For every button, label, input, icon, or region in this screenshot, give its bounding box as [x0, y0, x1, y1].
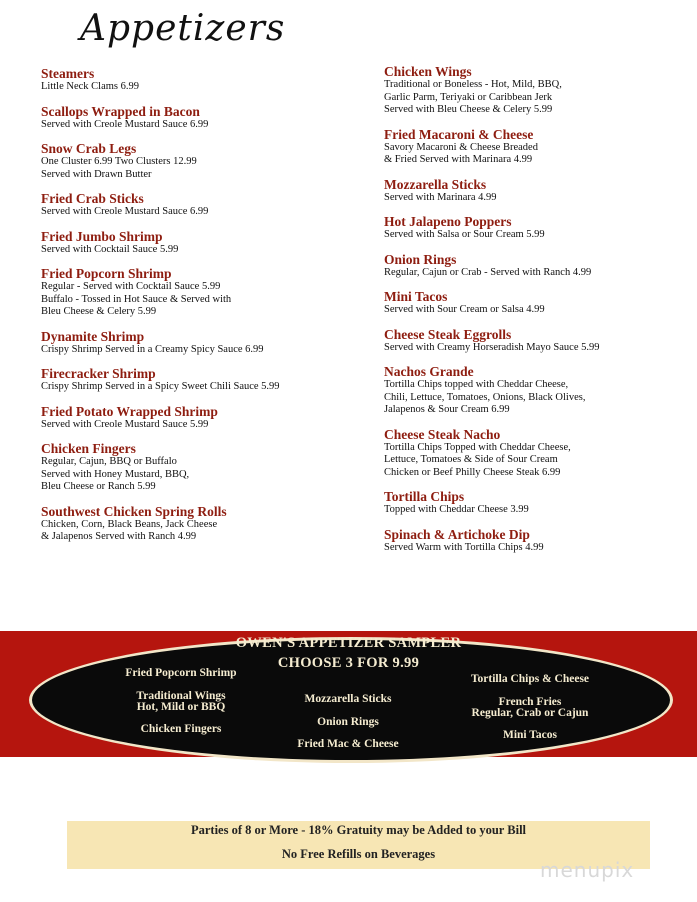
menu-item: [41, 366, 361, 394]
item-name: Steamers: [41, 66, 95, 81]
item-name: Spinach & Artichoke Dip: [384, 526, 530, 542]
sampler-option: Fried Mac & Cheese: [297, 738, 399, 750]
watermark: menupix: [540, 858, 635, 882]
menu-item: [384, 364, 684, 417]
item-name: Cheese Steak Eggrolls: [384, 326, 512, 342]
item-description: Savory Macaroni & Cheese Breaded & Fried Served with Marinara 4.99: [384, 141, 538, 165]
item-description: Served with Sour Cream or Salsa 4.99: [384, 304, 545, 315]
sampler-option: Mini Tacos: [502, 729, 557, 741]
item-description: Tortilla Chips Topped with Cheddar Cheese, Lettuce, Tomatoes & Side of Sour Cream Chicken or Beef Philly Cheese Steak 6.99: [384, 441, 571, 478]
item-name: Onion Rings: [384, 251, 457, 267]
item-name: Tortilla Chips: [384, 489, 465, 504]
page-title: Appetizers: [80, 8, 286, 49]
item-name: Chicken Wings: [384, 64, 472, 79]
item-name: Fried Crab Sticks: [41, 191, 144, 206]
sampler-option: Traditional Wings Hot, Mild or BBQ: [136, 690, 226, 713]
menu-item: [41, 441, 361, 494]
item-name: Dynamite Shrimp: [41, 328, 145, 344]
item-name: Snow Crab Legs: [41, 141, 137, 156]
menu-item: [384, 289, 684, 317]
item-description: Little Neck Clams 6.99: [41, 81, 139, 92]
menu-item: [41, 329, 361, 357]
item-name: Fried Macaroni & Cheese: [384, 126, 534, 142]
menu-item: [41, 266, 361, 319]
item-description: Crispy Shrimp Served in a Spicy Sweet Chili Sauce 5.99: [41, 381, 280, 392]
item-description: One Cluster 6.99 Two Clusters 12.99 Served with Drawn Butter: [41, 156, 197, 180]
item-name: Mozzarella Sticks: [384, 176, 487, 192]
item-description: Tortilla Chips topped with Cheddar Cheese, Chili, Lettuce, Tomatoes, Onions, Black Olives, Jalapenos & Sour Cream 6.99: [384, 379, 586, 415]
item-name: Chicken Fingers: [41, 441, 136, 456]
item-name: Nachos Grande: [384, 364, 474, 379]
item-name: Southwest Chicken Spring Rolls: [41, 503, 227, 519]
item-description: Regular - Served with Cocktail Sauce 5.99 Buffalo - Tossed in Hot Sauce & Served with Bleu Cheese & Celery 5.99: [41, 281, 232, 317]
menu-item: [384, 177, 684, 205]
item-name: Fried Popcorn Shrimp: [41, 266, 172, 281]
item-name: Fried Jumbo Shrimp: [41, 228, 163, 244]
item-description: Served with Salsa or Sour Cream 5.99: [384, 229, 545, 240]
menu-item: [384, 489, 684, 517]
menu-item: [384, 64, 684, 117]
item-description: Served with Creole Mustard Sauce 6.99: [41, 206, 209, 217]
menu-item: [41, 141, 361, 181]
item-description: Served Warm with Tortilla Chips 4.99: [384, 541, 544, 553]
item-name: Fried Potato Wrapped Shrimp: [41, 403, 218, 419]
sampler-option: Fried Popcorn Shrimp: [125, 667, 237, 679]
left-menu-column: [41, 66, 361, 554]
sampler-option: Tortilla Chips & Cheese: [470, 673, 590, 685]
item-description: Regular, Cajun, BBQ or Buffalo Served with Honey Mustard, BBQ, Bleu Cheese or Ranch 5.99: [41, 456, 190, 492]
menu-item: [384, 327, 684, 355]
item-name: Mini Tacos: [384, 289, 448, 304]
item-name: Scallops Wrapped in Bacon: [41, 103, 200, 119]
menu-item: [384, 214, 684, 242]
item-description: Topped with Cheddar Cheese 3.99: [384, 504, 529, 515]
item-name: Cheese Steak Nacho: [384, 426, 501, 442]
item-description: Traditional or Boneless - Hot, Mild, BBQ, Garlic Parm, Teriyaki or Caribbean Jerk Served with Bleu Cheese & Celery 5.99: [384, 79, 562, 115]
sampler-option: Onion Rings: [317, 716, 379, 728]
item-name: Firecracker Shrimp: [41, 366, 156, 381]
menu-item: [41, 504, 361, 544]
sampler-option: Chicken Fingers: [140, 723, 222, 735]
gratuity-notice: Parties of 8 or More - 18% Gratuity may be Added to your Bill: [190, 823, 527, 837]
item-description: Crispy Shrimp Served in a Creamy Spicy Sauce 6.99: [41, 343, 264, 355]
menu-item: [41, 229, 361, 257]
item-description: Regular, Cajun or Crab - Served with Ranch 4.99: [384, 266, 592, 278]
menu-item: [41, 104, 361, 132]
refill-notice: No Free Refills on Beverages: [281, 847, 436, 861]
menu-item: [41, 66, 361, 94]
item-description: Chicken, Corn, Black Beans, Jack Cheese & Jalapenos Served with Ranch 4.99: [41, 518, 218, 542]
item-description: Served with Creamy Horseradish Mayo Sauce 5.99: [384, 341, 600, 353]
item-name: Hot Jalapeno Poppers: [384, 214, 512, 229]
sampler-option: Mozzarella Sticks: [304, 693, 392, 705]
sampler-title: OWEN'S APPETIZER SAMPLER: [235, 635, 462, 651]
menu-item: [384, 427, 684, 480]
item-description: Served with Creole Mustard Sauce 5.99: [41, 418, 209, 430]
menu-item: [384, 127, 684, 167]
sampler-option: French Fries Regular, Crab or Cajun: [471, 696, 589, 719]
item-description: Served with Creole Mustard Sauce 6.99: [41, 118, 209, 130]
right-menu-column: [384, 64, 684, 564]
menu-item: [384, 252, 684, 280]
menu-item: [41, 404, 361, 432]
menu-item: [384, 527, 684, 555]
menu-item: [41, 191, 361, 219]
item-description: Served with Cocktail Sauce 5.99: [41, 243, 179, 255]
item-description: Served with Marinara 4.99: [384, 191, 497, 203]
sampler-subtitle: CHOOSE 3 FOR 9.99: [277, 655, 420, 671]
